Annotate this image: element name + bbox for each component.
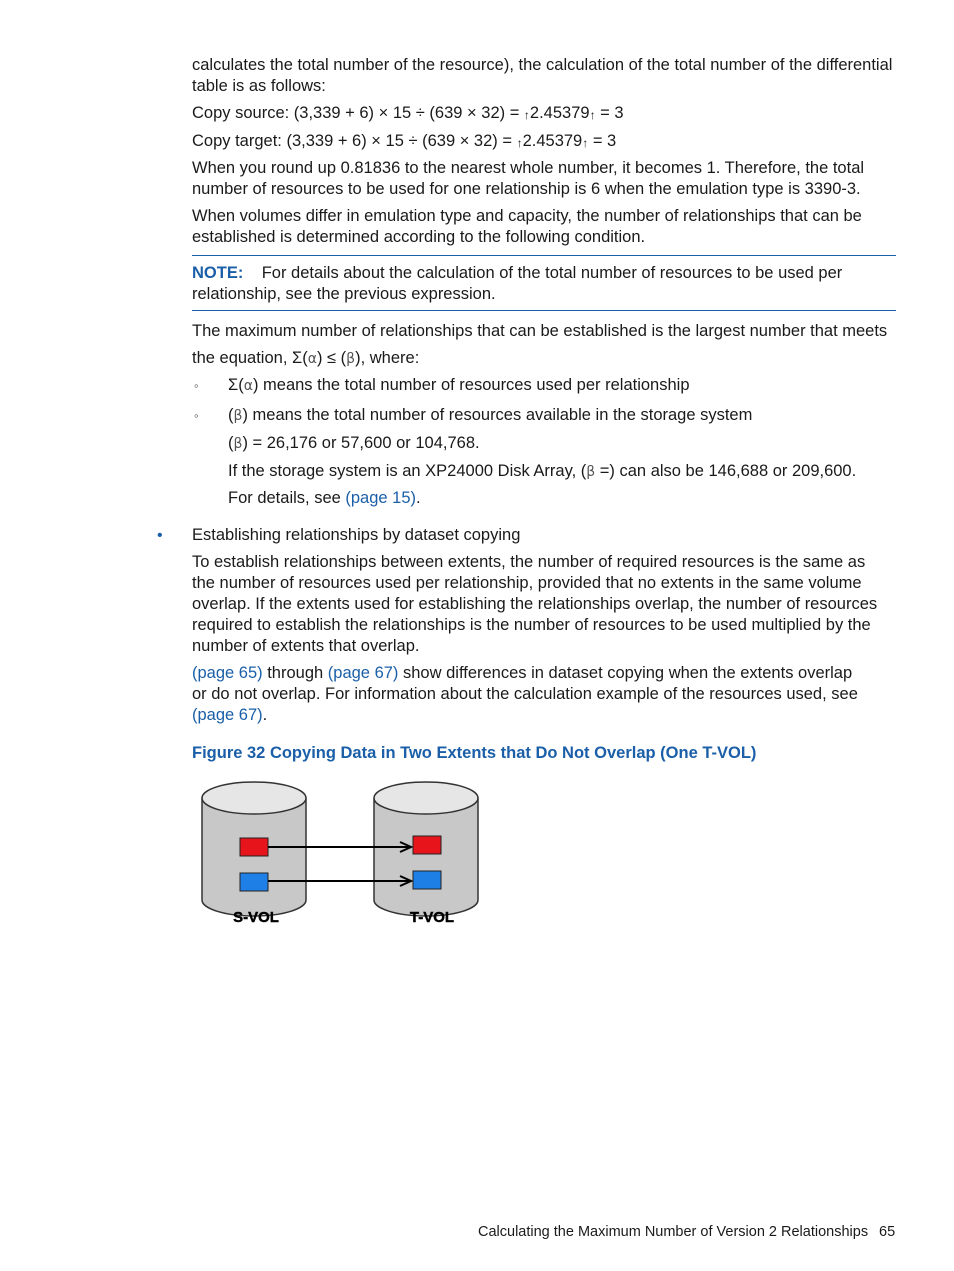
page-number: 65: [879, 1224, 896, 1240]
sub-bullet-beta: (β) means the total number of resources available in the storage system: [228, 406, 753, 424]
note-label: NOTE:: [192, 264, 244, 282]
ceiling-close-icon: ↑: [582, 136, 589, 150]
sub-bullet-alpha: Σ(α) means the total number of resources used per relationship: [228, 376, 690, 394]
page-15-link[interactable]: (page 15): [345, 489, 417, 507]
intro-paragraph: calculates the total number of the resource), the calculation of the total number of the differential table is as follows:: [192, 56, 893, 95]
differ-paragraph: When volumes differ in emulation type and capacity, the number of relationships that can be established is determined according to the following condition.: [192, 207, 862, 246]
max-relationships-paragraph: The maximum number of relationships that can be established is the largest number that meets the equation, Σ(α) ≤ (β), where:: [192, 322, 888, 367]
bullet-title: Establishing relationships by dataset copying: [192, 526, 521, 544]
t-vol-red-extent: [413, 836, 441, 854]
note-top-rule: [192, 255, 896, 256]
s-vol-label: S-VOL: [233, 909, 279, 926]
page-67-link[interactable]: (page 67): [192, 706, 263, 724]
overlap-diagram: [196, 776, 488, 932]
s-vol-blue-extent: [240, 873, 268, 891]
bullet-marker: •: [157, 527, 163, 544]
dataset-copy-paragraph: To establish relationships between extents, the number of required resources is the same as the number of resources used per relationship, provided that no extents in the same volume overlap. If the extents used for establishing the relationships overlap, the number of resources required to establish the relationships is the number of resources to be used multiplied by the number of extents that overlap.: [192, 553, 878, 655]
xp24000-note: If the storage system is an XP24000 Disk Array, (β =) can also be 146,688 or 209,600.: [228, 462, 857, 480]
beta-values: (β) = 26,176 or 57,600 or 104,768.: [228, 434, 480, 452]
page-67-link[interactable]: (page 67): [327, 664, 399, 682]
copy-source-formula: Copy source: (3,339 + 6) × 15 ÷ (639 × 32) = ↑2.45379↑ = 3: [192, 104, 624, 122]
page-65-link[interactable]: (page 65): [192, 664, 263, 682]
t-vol-label: T-VOL: [409, 909, 455, 926]
ceiling-close-icon: ↑: [589, 108, 596, 122]
footer-title: Calculating the Maximum Number of Version 2 Relationships: [478, 1224, 869, 1240]
page-references-paragraph: (page 65) through (page 67) show differences in dataset copying when the extents overlap or do not overlap. For information about the calculation example of the resources used, see (page 67).: [192, 664, 858, 724]
s-vol-red-extent: [240, 838, 268, 856]
figure-caption: Figure 32 Copying Data in Two Extents that Do Not Overlap (One T-VOL): [192, 744, 757, 762]
note-bottom-rule: [192, 310, 896, 311]
note-box: NOTE: For details about the calculation of the total number of resources to be used per relationship, see the previous expression.: [192, 264, 843, 303]
t-vol-blue-extent: [413, 871, 441, 889]
round-up-paragraph: When you round up 0.81836 to the nearest whole number, it becomes 1. Therefore, the total number of resources to be used for one relationship is 6 when the emulation type is 3390-3.: [192, 159, 865, 198]
sub-bullet-marker: ◦: [194, 408, 199, 423]
ceiling-open-icon: ↑: [523, 108, 530, 122]
sub-bullet-marker: ◦: [194, 378, 199, 393]
copy-target-formula: Copy target: (3,339 + 6) × 15 ÷ (639 × 32) = ↑2.45379↑ = 3: [192, 132, 617, 150]
ceiling-open-icon: ↑: [516, 136, 523, 150]
details-line: For details, see (page 15).: [228, 489, 421, 507]
